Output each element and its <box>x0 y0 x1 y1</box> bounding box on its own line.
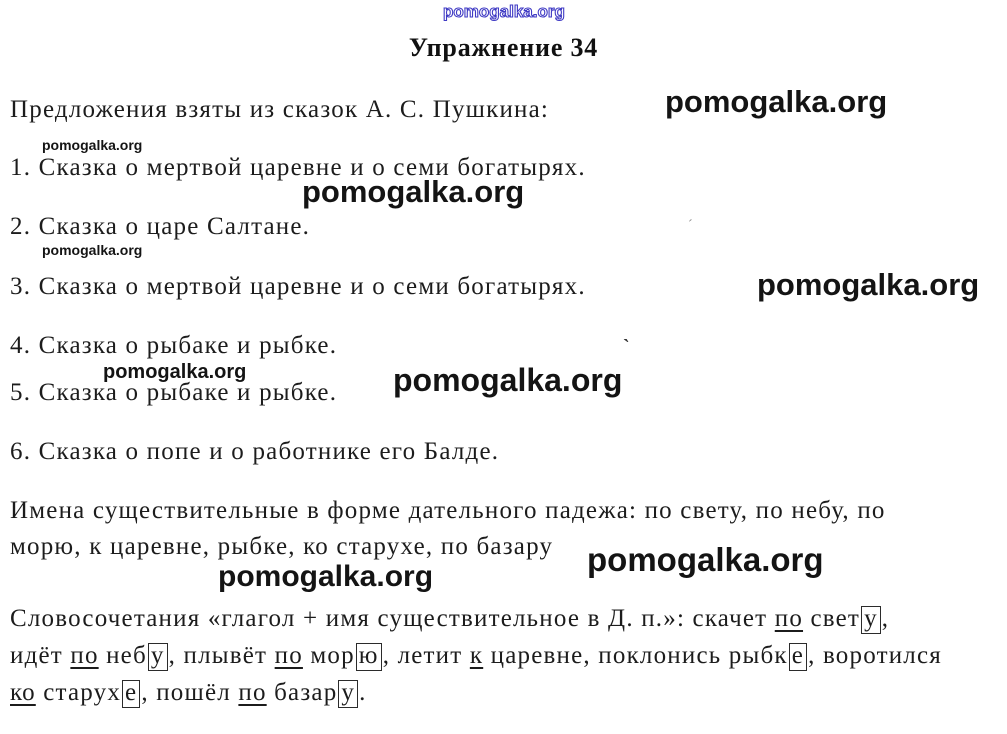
watermark: pomogalka.org <box>103 361 247 383</box>
boxed-letter: е <box>789 643 807 671</box>
underlined-word: по <box>70 642 99 669</box>
text-segment: идёт <box>10 642 71 669</box>
text-segment: , плывёт <box>168 642 275 669</box>
watermark: pomogalka.org <box>42 137 143 153</box>
watermark: pomogalka.org <box>665 84 888 119</box>
boxed-letter: у <box>148 643 168 671</box>
underlined-word: по <box>238 679 267 706</box>
dative-paragraph-line-2: морю, к царевне, рыбке, ко старухе, по базару <box>10 533 554 560</box>
list-item-6: 6. Сказка о попе и о работнике его Балде. <box>10 438 500 465</box>
text-segment: , воротился <box>808 642 942 669</box>
underlined-word: ко <box>10 679 36 706</box>
watermark-top: pomogalka.org <box>443 2 565 21</box>
text-segment: . <box>359 679 367 706</box>
text-segment: мор <box>302 642 355 669</box>
stray-mark-tick: ´ <box>688 218 693 233</box>
text-segment: старух <box>35 679 122 706</box>
text-segment: , пошёл <box>141 679 239 706</box>
list-item-1: 1. Сказка о мертвой царевне и о семи богатырях. <box>10 154 586 181</box>
list-item-5: 5. Сказка о рыбаке и рыбке. <box>10 379 338 406</box>
list-item-3: 3. Сказка о мертвой царевне и о семи богатырях. <box>10 273 586 300</box>
text-segment: царевне, поклонись рыбк <box>483 642 788 669</box>
intro-paragraph: Предложения взяты из сказок А. С. Пушкина: <box>10 96 550 123</box>
boxed-letter: у <box>861 606 881 634</box>
phrases-paragraph <box>10 600 1007 711</box>
underlined-word: по <box>774 605 804 632</box>
text-segment: , летит <box>382 642 470 669</box>
underlined-word: по <box>274 642 303 669</box>
watermark: pomogalka.org <box>393 362 623 398</box>
watermark: pomogalka.org <box>302 174 525 209</box>
text-segment: , <box>881 605 890 632</box>
dative-paragraph-line-1: Имена существительные в форме дательного падежа: по свету, по небу, по <box>10 497 886 524</box>
text-segment: базар <box>266 679 338 706</box>
underlined-word: к <box>469 642 484 669</box>
stray-mark-grave: ˋ <box>623 336 630 358</box>
watermark: pomogalka.org <box>757 267 980 302</box>
boxed-letter: у <box>338 680 358 708</box>
text-segment: неб <box>98 642 147 669</box>
watermark: pomogalka.org <box>218 560 434 593</box>
list-item-2: 2. Сказка о царе Салтане. <box>10 213 311 240</box>
text-segment: Словосочетания «глагол + имя существительное в Д. п.»: скачет <box>10 605 775 632</box>
text-segment: свет <box>803 605 861 632</box>
watermark: pomogalka.org <box>587 541 824 578</box>
boxed-letter: ю <box>356 643 382 671</box>
exercise-title: Упражнение 34 <box>408 33 599 62</box>
list-item-4: 4. Сказка о рыбаке и рыбке. <box>10 332 338 359</box>
watermark: pomogalka.org <box>42 242 143 258</box>
boxed-letter: е <box>122 680 140 708</box>
